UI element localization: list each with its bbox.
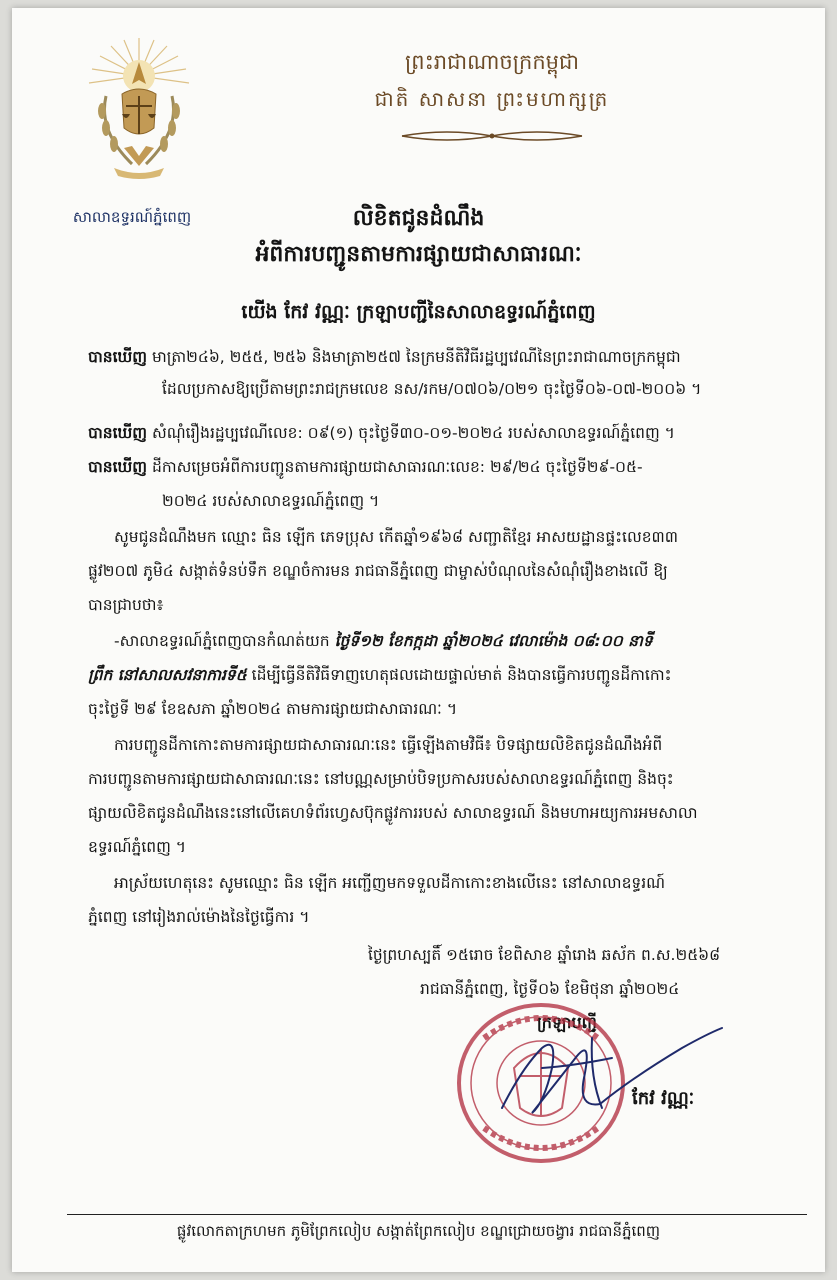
considering-1-line-2: ដែលប្រកាសឱ្យប្រើតាមព្រះរាជក្រមលេខ នស/រកម/០៧០៦/០២១ ចុះថ្ងៃទី០៦-០៧-២០០៦ ។ bbox=[162, 380, 702, 398]
considering-label: បានឃើញ bbox=[88, 424, 148, 442]
notice-p1-line-3: បានជ្រាបថា៖ bbox=[88, 596, 164, 614]
considering-text: ដីកាសម្រេចអំពីការបញ្ជូនតាមការផ្សាយជាសាធារណៈលេខ: ២៩/២៤ ចុះថ្ងៃទី២៩-០៥- bbox=[151, 458, 643, 476]
national-motto: ជាតិ សាសនា ព្រះមហាក្សត្រ bbox=[374, 87, 610, 111]
hearing-date: ថ្ងៃទី១២ ខែកក្កដា ឆ្នាំ២០២៤ វេលាម៉ោង ០៨:០០ នាទី bbox=[334, 632, 653, 650]
notice-p3-line-3: ផ្សាយលិខិតជូនដំណឹងនេះនៅលើគេហទំព័រហ្វេសប៊ុកផ្លូវការរបស់ សាលាឧទ្ធរណ៍ និងមហាអយ្យការអមសាលា bbox=[88, 804, 698, 822]
hearing-room: ព្រឹក នៅសាលសវនាការទី៥ bbox=[88, 666, 247, 684]
notice-p3-line-2: ការបញ្ជូនតាមការផ្សាយជាសាធារណៈនេះ នៅបណ្ណសម្រាប់បិទប្រកាសរបស់សាលាឧទ្ធរណ៍ភ្នំពេញ និងចុះ bbox=[88, 770, 674, 788]
considering-2 bbox=[88, 422, 675, 444]
considering-1-line-1 bbox=[88, 346, 681, 368]
signature-icon bbox=[482, 1008, 742, 1128]
issuer-line: យើង កែវ វណ្ណៈ ក្រឡាបញ្ជីនៃសាលាឧទ្ធរណ៍ភ្នំពេញ bbox=[241, 301, 596, 323]
notice-p3-line-4: ឧទ្ធរណ៍ភ្នំពេញ ។ bbox=[88, 838, 187, 856]
document-page bbox=[12, 8, 825, 1272]
document-title: លិខិតជូនដំណឹង bbox=[352, 206, 485, 231]
notice-p2-line-2 bbox=[88, 664, 671, 686]
footer-divider bbox=[67, 1214, 807, 1215]
considering-text: សំណុំរឿងរដ្ឋប្បវេណីលេខ: ០៩(១) ចុះថ្ងៃទី៣០-០១-២០២៤ របស់សាលាឧទ្ធរណ៍ភ្នំពេញ ។ bbox=[151, 424, 675, 442]
kingdom-heading: ព្រះរាជាណាចក្រកម្ពុជា bbox=[404, 50, 579, 74]
document-subtitle: អំពីការបញ្ជូនតាមការផ្សាយជាសាធារណៈ bbox=[255, 242, 582, 267]
considering-3-line-1 bbox=[88, 456, 643, 478]
notice-text: -សាលាឧទ្ធរណ៍ភ្នំពេញបានកំណត់យក bbox=[114, 632, 330, 650]
considering-text: មាត្រា២៤៦, ២៥៥, ២៥៦ និងមាត្រា២៥៧ នៃក្រមនីតិវិធីរដ្ឋប្បវេណីនៃព្រះរាជាណាចក្រកម្ពុជា bbox=[151, 348, 681, 366]
considering-3-line-2: ២០២៤ របស់សាលាឧទ្ធរណ៍ភ្នំពេញ ។ bbox=[162, 492, 380, 510]
date-place: រាជធានីភ្នំពេញ, ថ្ងៃទី០៦ ខែមិថុនា ឆ្នាំ២០២៤ bbox=[420, 980, 680, 998]
considering-label: បានឃើញ bbox=[88, 348, 148, 366]
notice-p1-line-2: ផ្លូវ២០៧ ភូមិ៤ សង្កាត់ទំនប់ទឹក ខណ្ឌចំការមន រាជធានីភ្នំពេញ ជាម្ចាស់បំណុលនៃសំណុំរឿងខាងលើ ឱ្យ bbox=[88, 562, 668, 580]
notice-p2-line-1 bbox=[114, 630, 653, 652]
signer-name: កែវ វណ្ណៈ bbox=[632, 1088, 695, 1109]
notice-p4-line-1: អាស្រ័យហេតុនេះ សូមឈ្មោះ ធិន ឡើក អញ្ជើញមកទទួលដីកាកោះខាងលើនេះ នៅសាលាឧទ្ធរណ៍ bbox=[114, 874, 666, 892]
court-name: សាលាឧទ្ធរណ៍ភ្នំពេញ bbox=[72, 208, 192, 226]
court-emblem-icon bbox=[84, 36, 194, 186]
lunar-date: ថ្ងៃព្រហស្បតិ៍ ១៥រោច ខែពិសាខ ឆ្នាំរោង ឆស័ក ព.ស.២៥៦៨ bbox=[368, 946, 721, 964]
notice-p4-line-2: ភ្នំពេញ នៅរៀងរាល់ម៉ោងនៃថ្ងៃធ្វើការ ។ bbox=[88, 908, 310, 926]
divider-ornament-icon bbox=[397, 128, 587, 144]
notice-text: ដើម្បីធ្វើនីតិវិធីទាញហេតុផលដោយផ្ទាល់មាត់ និងបានធ្វើការបញ្ជូនដីកាកោះ bbox=[251, 666, 672, 684]
signer-position: ក្រឡាបញ្ជី bbox=[537, 1013, 597, 1032]
notice-p3-line-1: ការបញ្ជូនដីកាកោះតាមការផ្សាយជាសាធារណៈនេះ ធ្វើឡើងតាមវិធី៖ បិទផ្សាយលិខិតជូនដំណឹងអំពី bbox=[114, 736, 663, 754]
footer-address: ផ្លូវលោកតាក្រហមក ភូមិព្រែកលៀប សង្កាត់ព្រែកលៀប ខណ្ឌជ្រោយចង្វារ រាជធានីភ្នំពេញ bbox=[176, 1222, 661, 1240]
notice-p2-line-3: ចុះថ្ងៃទី ២៩ ខែឧសភា ឆ្នាំ២០២៤ តាមការផ្សាយជាសាធារណៈ ។ bbox=[88, 700, 458, 718]
considering-label: បានឃើញ bbox=[88, 458, 148, 476]
notice-p1-line-1: សូមជូនដំណឹងមក ឈ្មោះ ធិន ឡើក ភេទប្រុស កើតឆ្នាំ១៩៦៨ សញ្ជាតិខ្មែរ អាសយដ្ឋានផ្ទះលេខ៣៣ bbox=[114, 528, 679, 546]
